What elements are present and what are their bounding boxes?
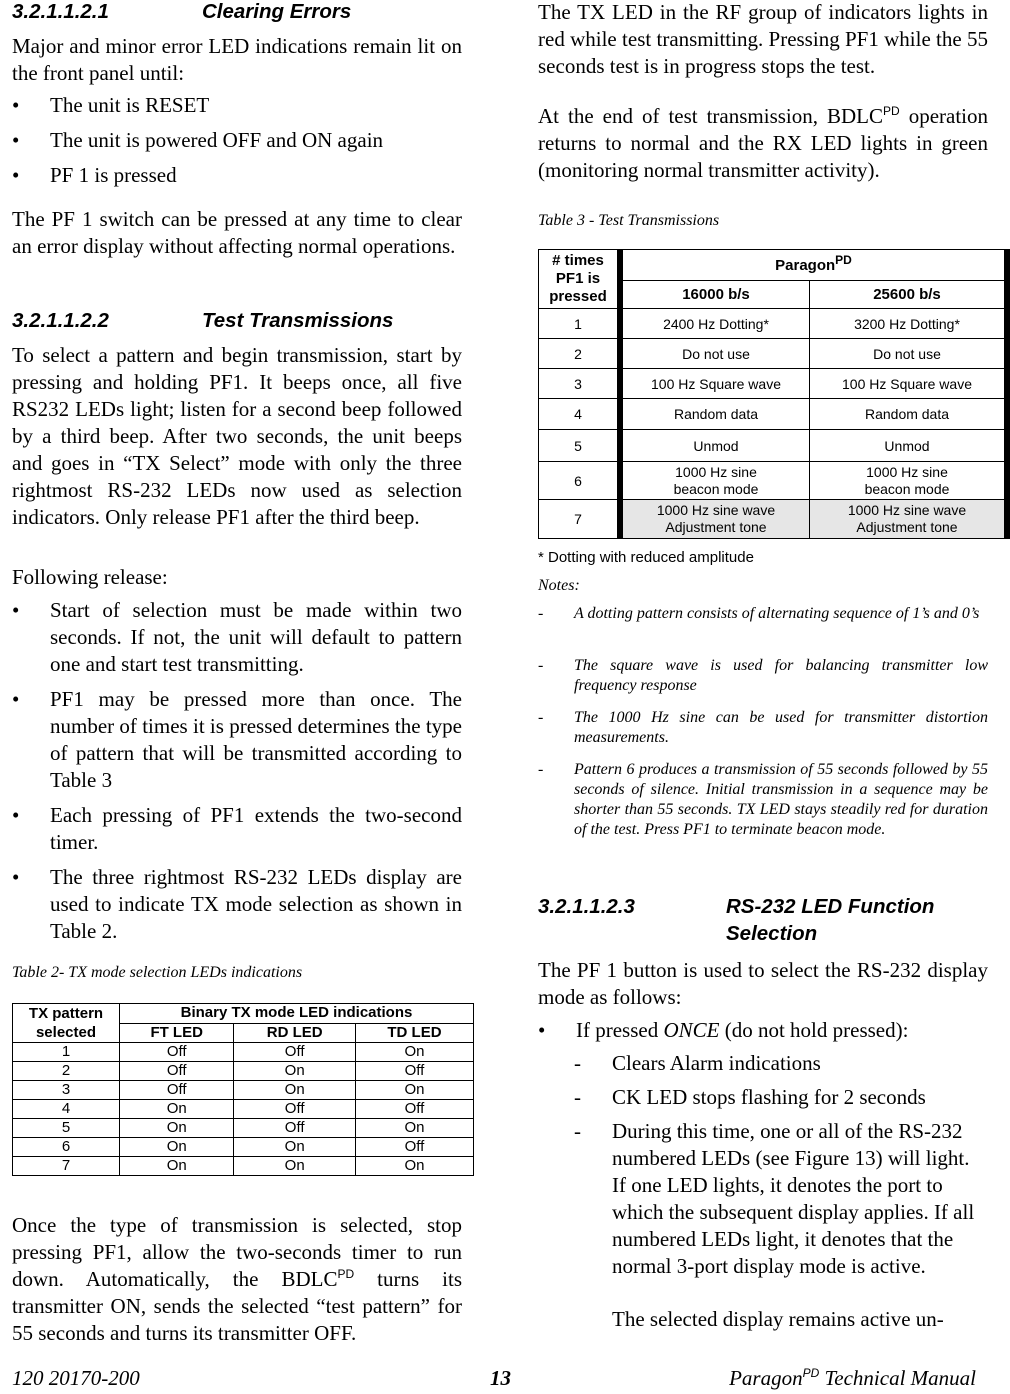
table-header: # times PF1 is pressed: [539, 250, 621, 309]
table-row: 2 Do not use Do not use: [539, 339, 1008, 369]
paragraph: To select a pattern and begin transmission, start by pressing and holding PF1. It beeps once, all five RS232 LEDs light; listen for a second beep followed by a third beep. After two seconds, the unit beeps and goes in “TX Select” mode with only the three rightmost RS-232 LEDs now used as selection indicators. Only release PF1 after the third beep.: [12, 343, 462, 529]
note-item: - The 1000 Hz sine can be used for transmitter distortion measurements.: [538, 709, 988, 746]
paragraph: The PF 1 button is used to select the RS-232 display mode as follows:: [538, 958, 988, 1009]
table-row: 4 Random data Random data: [539, 399, 1008, 430]
list-item: • The three rightmost RS-232 LEDs display are used to indicate TX mode selection as shown in Table 2.: [12, 865, 462, 943]
paragraph: The PF 1 switch can be pressed at any time to clear an error display without affecting normal operations.: [12, 207, 462, 258]
paragraph: The selected display remains active un-: [612, 1307, 944, 1331]
list-item: • The unit is powered OFF and ON again: [12, 128, 384, 152]
table-header: Paragon$^{PD}$: [620, 250, 1007, 281]
list-item: • The unit is RESET: [12, 93, 210, 117]
table-row: 7 On On On: [13, 1157, 474, 1176]
table-row: 5 Unmod Unmod: [539, 430, 1008, 462]
table-row: 4 On Off Off: [13, 1100, 474, 1119]
page-number: 13: [490, 1366, 511, 1390]
table-row: 3 100 Hz Square wave 100 Hz Square wave: [539, 369, 1008, 399]
table-header: 25600 b/s: [810, 281, 1008, 309]
table-header: TD LED: [355, 1023, 473, 1043]
table-row: 6 1000 Hz sine beacon mode 1000 Hz sine beacon mode: [539, 462, 1008, 500]
table-header: TX pattern selected: [13, 1004, 120, 1043]
multiline-cell: 1000 Hz sine wave Adjustment tone: [620, 500, 810, 539]
table3-footnote: * Dotting with reduced amplitude: [538, 549, 754, 566]
note-item: - A dotting pattern consists of alternating sequence of 1’s and 0’s: [538, 605, 980, 622]
list-item: • PF1 may be pressed more than once. The number of times it is pressed determines the type of pattern that will be transmitted according to Table 3: [12, 687, 462, 792]
table2: [12, 1003, 474, 1176]
table-row: 6 On On Off: [13, 1138, 474, 1157]
table-header: Binary TX mode LED indications: [120, 1004, 474, 1024]
table3: [538, 249, 1010, 539]
list-item: • If pressed ONCE (do not hold pressed):: [538, 1018, 909, 1042]
heading-rs232-led-function: 3.2.1.1.2.3 RS-232 LED Function Selection: [538, 895, 935, 945]
list-item: • PF 1 is pressed: [12, 163, 177, 187]
document-number: 120 20170-200: [12, 1366, 140, 1390]
dash-item: - CK LED stops flashing for 2 seconds: [574, 1085, 926, 1109]
table-row: 2 Off On Off: [13, 1062, 474, 1081]
note-item: - Pattern 6 produces a transmission of 55 seconds followed by 55 seconds of silence. Initial transmission in a sequence may be shorter than 55 seconds. TX LED stays steadily red for duration of the test. Press PF1 to terminate beacon mode.: [538, 761, 988, 838]
paragraph: At the end of test transmission, $BDLC^{PD}$ operation returns to normal and the RX LED lights in green (monitoring normal transmitter activity).: [538, 104, 989, 182]
list-item: • Start of selection must be made within two seconds. If not, the unit will default to pattern one and start test transmitting.: [12, 598, 462, 676]
table-row: 7 1000 Hz sine wave Adjustment tone 1000 Hz sine wave Adjustment tone: [539, 500, 1008, 539]
paragraph: Once the type of transmission is selected, stop pressing PF1, allow the two-seconds timer to run down. Automatically, the $BDLC^{PD}$ turns its transmitter ON, sends the selected “test pattern” for 55 seconds and turns its transmitter OFF.: [12, 1213, 462, 1345]
page-footer: [12, 1366, 976, 1394]
multiline-cell: 1000 Hz sine beacon mode: [620, 462, 810, 500]
table-row: 3 Off On On: [13, 1081, 474, 1100]
notes-label: Notes:: [538, 577, 580, 594]
dash-item: - Clears Alarm indications: [574, 1051, 821, 1075]
table-header: 16000 b/s: [620, 281, 810, 309]
table-row: 1 Off Off On: [13, 1043, 474, 1062]
multiline-cell: 1000 Hz sine wave Adjustment tone: [810, 500, 1008, 539]
manual-title: Paragon$^{PD}$ Technical Manual: [729, 1366, 976, 1390]
table3-caption: Table 3 - Test Transmissions: [538, 212, 720, 229]
paragraph: Following release:: [12, 565, 168, 589]
note-item: - The square wave is used for balancing transmitter low frequency response: [538, 657, 988, 694]
heading-clearing-errors: 3.2.1.1.2.1 Clearing Errors: [12, 0, 352, 23]
paragraph: The TX LED in the RF group of indicators lights in red while test transmitting. Pressing PF1 while the 55 seconds test is in progress stops the test.: [538, 0, 988, 78]
table-header: RD LED: [234, 1023, 356, 1043]
paragraph: Major and minor error LED indications remain lit on the front panel until:: [12, 34, 462, 85]
table-row: 5 On Off On: [13, 1119, 474, 1138]
list-item: • Each pressing of PF1 extends the two-second timer.: [12, 803, 462, 854]
dash-item: - During this time, one or all of the RS-232 numbered LEDs (see Figure 13) will light. If one LED lights, it denotes the port to which the subsequent display applies. If all numbered LEDs light, it denotes that the normal 3-port display mode is active.: [574, 1119, 975, 1278]
table-header: FT LED: [120, 1023, 234, 1043]
multiline-cell: 1000 Hz sine beacon mode: [810, 462, 1008, 500]
table2-caption: Table 2- TX mode selection LEDs indications: [12, 964, 303, 981]
table-row: 1 2400 Hz Dotting* 3200 Hz Dotting*: [539, 309, 1008, 339]
heading-test-transmissions: 3.2.1.1.2.2 Test Transmissions: [12, 309, 394, 332]
